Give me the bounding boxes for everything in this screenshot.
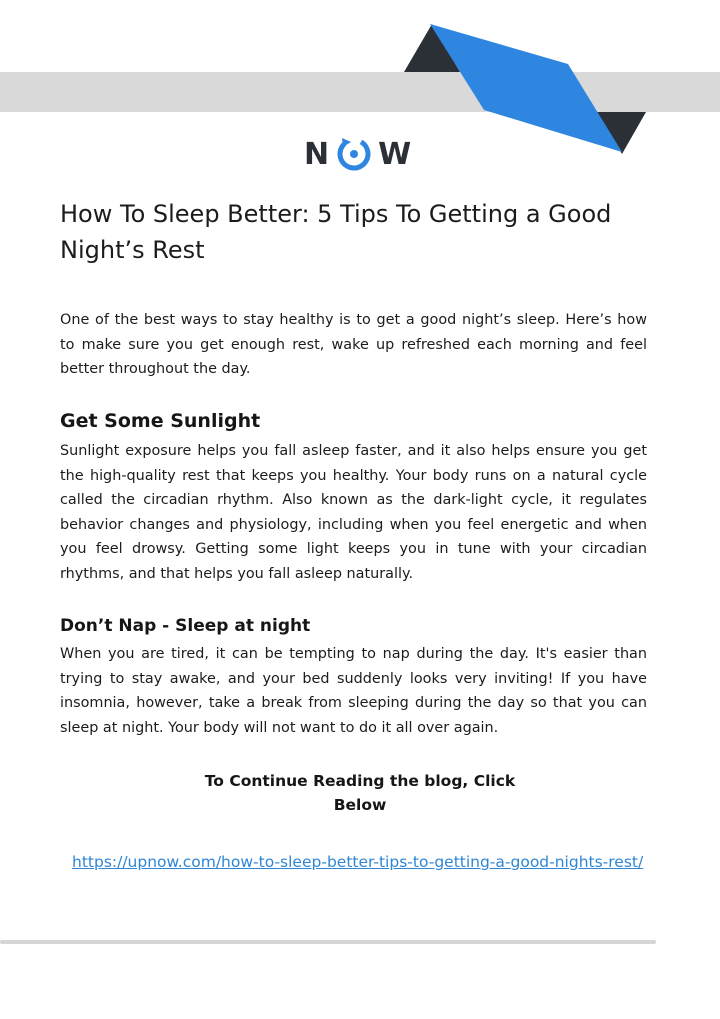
section-body-nap: When you are tired, it can be tempting to nap during the day. It's easier than trying to stay awake, and your bed suddenly looks very inviting! If you have insomnia, however, take a break from sleeping during the day so that you can sleep at night. Your body will not want to do it all over again.	[60, 646, 647, 736]
section-heading-nap: Don’t Nap - Sleep at night	[60, 616, 311, 636]
refresh-circle-icon	[334, 134, 374, 174]
bottom-divider	[0, 940, 656, 944]
now-logo	[304, 134, 412, 174]
logo-letter-w: W	[378, 136, 413, 172]
ribbon-blue	[430, 24, 622, 152]
section-body-sunlight: Sunlight exposure helps you fall asleep faster, and it also helps ensure you get the high-quality rest that keeps you healthy. Your body runs on a natural cycle called the circadian rhythm. Also known as the dark-light cycle, it regulates behavior changes and physiology, including when you feel energetic and when you feel drowsy. Getting some light keeps you in tune with your circadian rhythms, and that helps you fall asleep naturally.	[60, 443, 647, 582]
article-link[interactable]: https://upnow.com/how-to-sleep-better-tips-to-getting-a-good-nights-rest/	[72, 853, 644, 871]
intro-paragraph: One of the best ways to stay healthy is to get a good night’s sleep. Here’s how to make sure you get enough rest, wake up refreshed each morning and feel better throughout the day.	[60, 312, 647, 378]
article-title: How To Sleep Better: 5 Tips To Getting a Good Night’s Rest	[60, 200, 612, 264]
section-heading-sunlight: Get Some Sunlight	[60, 410, 261, 432]
continue-reading-cta: To Continue Reading the blog, Click Below	[204, 772, 516, 814]
logo-letter-n: N	[304, 136, 331, 172]
